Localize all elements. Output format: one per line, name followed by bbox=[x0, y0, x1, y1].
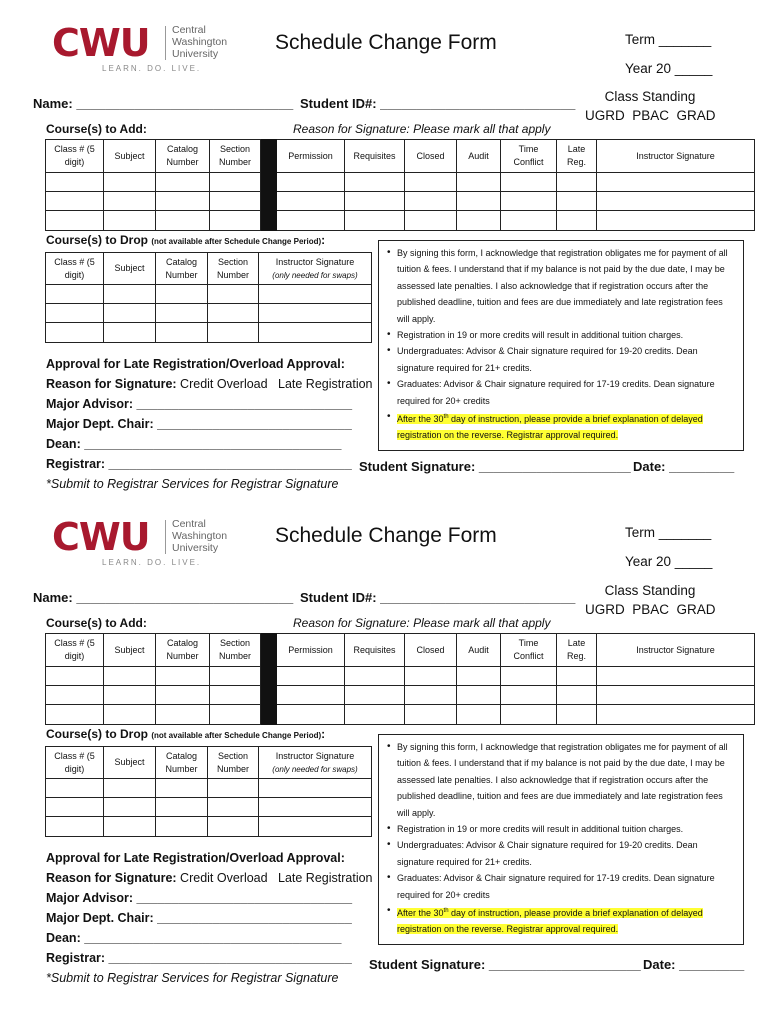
footnote: *Submit to Registrar Services for Registrar Signature bbox=[46, 971, 339, 985]
term-field[interactable]: Term _______ bbox=[625, 525, 712, 540]
drop-courses-table bbox=[45, 746, 372, 837]
table-row[interactable] bbox=[46, 285, 372, 304]
header-permission: Permission bbox=[277, 634, 345, 667]
header-time-conflict: Time Conflict bbox=[501, 140, 557, 173]
class-standing-label: Class Standing bbox=[604, 583, 696, 598]
table-row[interactable] bbox=[46, 686, 755, 705]
student-id-field[interactable]: Student ID#: ___________________________ bbox=[300, 590, 576, 605]
header-catalog-number: Catalog Number bbox=[156, 253, 208, 285]
name-field[interactable]: Name: ______________________________ bbox=[33, 96, 294, 111]
header-subject: Subject bbox=[104, 140, 156, 173]
header-section-number: Section Number bbox=[208, 747, 259, 779]
approval-section: Approval for Late Registration/Overload Approval: Reason for Signature: Credit Overload Late Registration Major Advisor: _______________________________ Major Dept. Chair: ____________________________ Dean: _____________________________________ Registrar: ___________________________________ *Submit to Registrar Services for Registrar Signature bbox=[46, 848, 373, 988]
major-advisor-field[interactable]: Major Advisor: _______________________________ bbox=[46, 397, 353, 411]
class-standing-options[interactable]: UGRD PBAC GRAD bbox=[585, 602, 716, 617]
reason-heading: Reason for Signature: Please mark all that apply bbox=[293, 616, 551, 630]
header-section-number: Section Number bbox=[210, 634, 261, 667]
bullet-credits: • Registration in 19 or more credits will result in additional tuition charges. bbox=[397, 327, 735, 343]
approval-heading: Approval for Late Registration/Overload Approval: bbox=[46, 851, 345, 865]
header-catalog-number: Catalog Number bbox=[156, 634, 210, 667]
class-standing bbox=[585, 87, 715, 125]
header-section-number: Section Number bbox=[210, 140, 261, 173]
header-class-number: Class # (5 digit) bbox=[46, 634, 104, 667]
drop-note: (not available after Schedule Change Period) bbox=[151, 237, 322, 246]
header-subject: Subject bbox=[104, 634, 156, 667]
acknowledgement-box bbox=[378, 734, 744, 945]
approval-section: Approval for Late Registration/Overload Approval: Reason for Signature: Credit Overload Late Registration Major Advisor: _______________________________ Major Dept. Chair: ____________________________ Dean: _____________________________________ Registrar: ___________________________________ *Submit to Registrar Services for Registrar Signature bbox=[46, 354, 373, 494]
header-instructor-signature: Instructor Signature bbox=[597, 634, 755, 667]
header-section-number: Section Number bbox=[208, 253, 259, 285]
registrar-field[interactable]: Registrar: ___________________________________ bbox=[46, 951, 352, 965]
add-table-header bbox=[46, 634, 755, 667]
student-id-field[interactable]: Student ID#: ___________________________ bbox=[300, 96, 576, 111]
header-class-number: Class # (5 digit) bbox=[46, 140, 104, 173]
cwu-logo bbox=[52, 21, 242, 76]
major-chair-field[interactable]: Major Dept. Chair: ____________________________ bbox=[46, 417, 352, 431]
header-permission: Permission bbox=[277, 140, 345, 173]
term-field[interactable]: Term _______ bbox=[625, 32, 712, 47]
logo-brand: CWU bbox=[52, 515, 150, 559]
schedule-change-form-1 bbox=[0, 0, 770, 494]
bullet-undergraduates: • Undergraduates: Advisor & Chair signature required for 19-20 credits. Dean signature required for 21+ credits. bbox=[397, 343, 735, 376]
add-courses-table bbox=[45, 139, 755, 231]
date-field[interactable]: Date: _________ bbox=[633, 459, 735, 474]
form-title: Schedule Change Form bbox=[275, 524, 497, 547]
date-field[interactable]: Date: _________ bbox=[643, 957, 745, 972]
bullet-graduates: • Graduates: Advisor & Chair signature required for 17-19 credits. Dean signature required for 20+ credits bbox=[397, 376, 735, 409]
header-instructor-signature: Instructor Signature (only needed for swaps) bbox=[259, 253, 372, 285]
bullet-credits: • Registration in 19 or more credits will result in additional tuition charges. bbox=[397, 821, 735, 837]
form-title: Schedule Change Form bbox=[275, 31, 497, 54]
table-row[interactable] bbox=[46, 667, 755, 686]
class-standing-options[interactable]: UGRD PBAC GRAD bbox=[585, 108, 716, 123]
bullet-payment: • By signing this form, I acknowledge that registration obligates me for payment of all tuition & fees. I understand that if my balance is not paid by the due date, I may be assessed late penalties. I also acknowledge that if registration occurs after the published deadline, tuition and fees are due immediately and late registration fees will apply. bbox=[397, 245, 735, 327]
reason-options[interactable]: Credit Overload Late Registration bbox=[176, 871, 373, 885]
bullet-undergraduates: • Undergraduates: Advisor & Chair signature required for 19-20 credits. Dean signature required for 21+ credits. bbox=[397, 837, 735, 870]
bullet-late-registration: • After the 30th day of instruction, please provide a brief explanation of delayed registration on the reverse. Registrar approval required. bbox=[397, 903, 735, 938]
header-catalog-number: Catalog Number bbox=[156, 140, 210, 173]
year-field[interactable]: Year 20 _____ bbox=[625, 554, 713, 569]
header-audit: Audit bbox=[457, 634, 501, 667]
name-field[interactable]: Name: ______________________________ bbox=[33, 590, 294, 605]
bullet-late-registration: • After the 30th day of instruction, please provide a brief explanation of delayed registration on the reverse. Registrar approval required. bbox=[397, 409, 735, 444]
logo-university-name: Central Washington University bbox=[172, 518, 228, 554]
drop-heading: Course(s) to Drop (not available after Schedule Change Period): bbox=[46, 727, 326, 741]
drop-note: (not available after Schedule Change Period) bbox=[151, 731, 322, 740]
bullet-graduates: • Graduates: Advisor & Chair signature required for 17-19 credits. Dean signature required for 20+ credits bbox=[397, 870, 735, 903]
logo-brand: CWU bbox=[52, 21, 150, 65]
student-signature-field[interactable]: Student Signature: _____________________ bbox=[369, 957, 641, 972]
table-row[interactable] bbox=[46, 173, 755, 192]
add-heading: Course(s) to Add: bbox=[46, 122, 147, 136]
dean-field[interactable]: Dean: _____________________________________ bbox=[46, 931, 342, 945]
add-heading: Course(s) to Add: bbox=[46, 616, 147, 630]
header-requisites: Requisites bbox=[345, 634, 405, 667]
table-row[interactable] bbox=[46, 304, 372, 323]
header-class-number: Class # (5 digit) bbox=[46, 747, 104, 779]
table-row[interactable] bbox=[46, 817, 372, 837]
drop-table-header bbox=[46, 253, 372, 285]
divider-bar bbox=[261, 634, 277, 667]
header-class-number: Class # (5 digit) bbox=[46, 253, 104, 285]
major-chair-field[interactable]: Major Dept. Chair: ____________________________ bbox=[46, 911, 352, 925]
drop-table-header bbox=[46, 747, 372, 779]
header-subject: Subject bbox=[104, 253, 156, 285]
header-closed: Closed bbox=[405, 140, 457, 173]
drop-heading: Course(s) to Drop (not available after Schedule Change Period): bbox=[46, 233, 326, 247]
logo-university-name: Central Washington University bbox=[172, 24, 228, 60]
logo-tagline: LEARN. DO. LIVE. bbox=[102, 558, 202, 567]
class-standing-label: Class Standing bbox=[604, 89, 696, 104]
dean-field[interactable]: Dean: _____________________________________ bbox=[46, 437, 342, 451]
reason-heading: Reason for Signature: Please mark all that apply bbox=[293, 122, 551, 136]
year-field[interactable]: Year 20 _____ bbox=[625, 61, 713, 76]
cwu-logo bbox=[52, 515, 242, 570]
schedule-change-form-2 bbox=[0, 494, 770, 988]
bullet-payment: • By signing this form, I acknowledge that registration obligates me for payment of all tuition & fees. I understand that if my balance is not paid by the due date, I may be assessed late penalties. I also acknowledge that if registration occurs after the published deadline, tuition and fees are due immediately and late registration fees will apply. bbox=[397, 739, 735, 821]
class-standing bbox=[585, 581, 715, 619]
student-signature-field[interactable]: Student Signature: _____________________ bbox=[359, 459, 631, 474]
header-catalog-number: Catalog Number bbox=[156, 747, 208, 779]
major-advisor-field[interactable]: Major Advisor: _______________________________ bbox=[46, 891, 353, 905]
add-table-header bbox=[46, 140, 755, 173]
header-closed: Closed bbox=[405, 634, 457, 667]
reason-options[interactable]: Credit Overload Late Registration bbox=[176, 377, 373, 391]
header-subject: Subject bbox=[104, 747, 156, 779]
header-time-conflict: Time Conflict bbox=[501, 634, 557, 667]
header-late-reg: Late Reg. bbox=[557, 634, 597, 667]
table-row[interactable] bbox=[46, 705, 755, 725]
header-instructor-signature: Instructor Signature (only needed for swaps) bbox=[259, 747, 372, 779]
header-requisites: Requisites bbox=[345, 140, 405, 173]
table-row[interactable] bbox=[46, 779, 372, 798]
registrar-field[interactable]: Registrar: ___________________________________ bbox=[46, 457, 352, 471]
header-late-reg: Late Reg. bbox=[557, 140, 597, 173]
table-row[interactable] bbox=[46, 192, 755, 211]
add-courses-table bbox=[45, 633, 755, 725]
acknowledgement-box bbox=[378, 240, 744, 451]
drop-courses-table bbox=[45, 252, 372, 343]
table-row[interactable] bbox=[46, 798, 372, 817]
logo-tagline: LEARN. DO. LIVE. bbox=[102, 64, 202, 73]
footnote: *Submit to Registrar Services for Registrar Signature bbox=[46, 477, 339, 491]
approval-heading: Approval for Late Registration/Overload Approval: bbox=[46, 357, 345, 371]
divider-bar bbox=[261, 140, 277, 173]
table-row[interactable] bbox=[46, 323, 372, 343]
header-instructor-signature: Instructor Signature bbox=[597, 140, 755, 173]
header-audit: Audit bbox=[457, 140, 501, 173]
table-row[interactable] bbox=[46, 211, 755, 231]
